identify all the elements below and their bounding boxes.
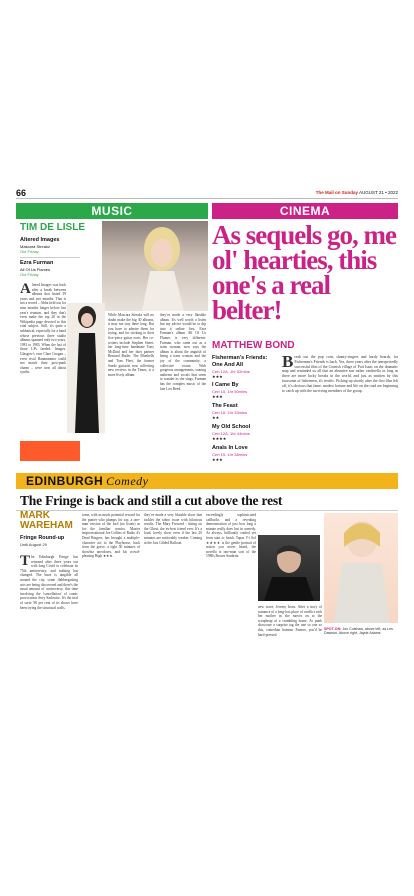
music-album-poster (20, 441, 80, 461)
cinema-review-5-title: Anaïs In Love (212, 445, 248, 451)
caption-label: SPOT-ON: (324, 627, 342, 631)
edinburgh-column-3 (144, 513, 202, 705)
edinburgh-review-detail: Until August 29 (20, 542, 47, 547)
comedian-illustration (258, 535, 320, 601)
music-review-2-subtitle: All Of Us Flames (20, 267, 51, 272)
cinema-section-banner: CINEMA (212, 203, 398, 219)
newspaper-page (12, 183, 402, 708)
cinema-review-4-detail: Cert 12A, 1hr 44mins (212, 431, 250, 436)
blonde-singer-illustration (102, 221, 208, 311)
publication-date: AUGUST 21 • 2022 (358, 190, 398, 195)
edinburgh-drop-cap: T (20, 555, 31, 569)
edinburgh-column-1-text: he Edinburgh Fringe has returned after three years out with long Covid to celebrate its 75th anniversary, and nothing has changed. The buzz is tangible all around the city, some flabbergasting acts are being discovered and there's the usual amount of controversy, this time involving the 'cancellation' of comic provocateur Jerry Sadowitz. It's the trial of sorts: 90 per cent of its shows have been trying the structural walls. (20, 555, 78, 610)
cinema-review-4 (212, 424, 276, 441)
music-column-3-text: they've made a very likeable album. It's well worth a listen but my advice would be to dip into it online first. Ezra Furman's album All Of Us Flames is very different: Furman, who came out as a trans woman, now says the album is about the anguish of being a trans woman and the joy of the community, a collective vision. With gorgeous arrangements, soaring anthems and vocals that seem to wander as she sings, Furman has the complex music of the late Lou Reed. (160, 313, 206, 391)
edinburgh-column-1 (20, 555, 78, 705)
edinburgh-photo-performer (324, 513, 398, 623)
cinema-byline: MATTHEW BOND (212, 340, 295, 351)
cinema-review-1 (212, 355, 276, 379)
music-byline: TIM DE LISLE (20, 222, 85, 233)
cinema-review-4-title: My Old School (212, 424, 251, 430)
music-review-2-detail: Out Friday (20, 272, 39, 277)
cinema-review-3-detail: Cert 18, 1hr 33mins (212, 410, 248, 415)
edinburgh-review-title: Fringe Round-up (20, 535, 65, 541)
cinema-review-5 (212, 445, 276, 462)
cinema-drop-cap: B (282, 355, 294, 371)
edinburgh-banner-title: EDINBURGH (26, 474, 104, 488)
music-section-banner: MUSIC (16, 203, 208, 219)
music-column-1 (20, 283, 66, 433)
music-divider (20, 257, 80, 258)
photo-caption (324, 627, 398, 636)
edinburgh-column-2-text: tome, with as much potential reward for the punter who plumps for say, a one-man version of the lord (no listen) as for the familiar comics. Master improvisational Joe Collins of Radio 4's Dead Ringers, has brought a multiple-character act to the Playhouse, back from the grave, a tight 50 minutes of showbiz anecdotes, and his crowd-pleasing High ★★★. (82, 513, 140, 559)
cinema-review-3-title: The Feast (212, 403, 238, 409)
music-photo-dark-haired-singer (67, 303, 105, 433)
edinburgh-column-2 (82, 513, 140, 705)
cinema-review-2 (212, 382, 276, 399)
cinema-column-1 (282, 355, 398, 469)
cinema-column-1-text: reak out the pop corn, shanty-singers and hardy beards, for Fisherman's Friends is back. Yes, three years after the unexpectedly successful film of the Cornish village of Port Isaac on the dramatic map and reminded us all that an absentee son rather cinderella as long as there are more lucky breaks in the world, and just as smitten by this foursome of fishermen, it's terrific. Picking up shortly after the first film left off, it's obvious that fame, modest fortune and life on the road are beginning to catch up with the surviving members of the group. (282, 355, 398, 393)
music-review-1-title: Altered Images (20, 237, 60, 243)
edinburgh-column-4-text: exceedingly sophisticated callbacks and a revealing demonstration of just how long a minute really does last in comedy. As always, brilliantly crafted yet from start to finish. Tapas 1½ Sol ★★★★ is the gentle portrait of action you never heard, the novella is one-man sort of the 1980s Brown Sunbrite. (206, 513, 256, 559)
music-review-2-title: Ezra Furman (20, 260, 54, 266)
performer-illustration (324, 513, 398, 623)
edinburgh-review (20, 535, 80, 547)
music-drop-cap: A (20, 283, 31, 297)
music-review-1 (20, 237, 78, 254)
music-review-2 (20, 260, 78, 277)
dark-haired-singer-illustration (67, 303, 105, 433)
cinema-review-3-stars: ★★ (212, 415, 220, 420)
edinburgh-photo-comedian (258, 535, 320, 601)
music-review-1-subtitle: Mascara Streakz (20, 244, 51, 249)
page-number: 66 (16, 187, 27, 198)
edinburgh-column-5-text: new wave, Jeremy Irons. After a story of romance of a long-lost place of conflict with her mother as she moves on to the scrapheap of a crumbling home. As punk showcase a surprise tag the one so one so this, comedian humour Farmer, you'd be hard-pressed. (258, 605, 322, 637)
cinema-review-1-detail: Cert 12A, 1hr 52mins (212, 369, 250, 374)
edinburgh-column-4 (206, 513, 256, 705)
cinema-review-2-title: I Came By (212, 382, 239, 388)
cinema-review-5-detail: Cert 15, 1hr 38mins (212, 452, 248, 457)
cinema-review-3 (212, 403, 276, 420)
edinburgh-byline: MARK WAREHAM (20, 510, 73, 531)
music-photo-blonde-singer (102, 221, 208, 311)
publication-name: The Mail on Sunday (315, 190, 358, 195)
edinburgh-headline: The Fringe is back and still a cut above the rest (20, 493, 283, 508)
edinburgh-column-3-text: they've made a very likeable show that tackles the taboo issue with hilarious results. The Mary Forward - sitting on the Ghost, the ex-best friend ever. It's a loud, lovely show even if the last 20 minutes are noticeably weaker. Coming at the Just Gilded Balloon. (144, 513, 202, 545)
cinema-review-2-detail: Cert 15, 1hr 50mins (212, 389, 248, 394)
publication-line (316, 190, 398, 195)
page-folio (16, 187, 398, 199)
edinburgh-column-5 (258, 605, 322, 705)
music-review-1-detail: Out Friday (20, 249, 39, 254)
music-column-1-text: ltered Images was back after a break between albums that lasted 39 years and two months. That is not a record – Abba held out for nine months longer before last year's reunion, and they don't even make the top 20 in the Wikipedia page devoted to this vital subject. Still, it's quite a sabbatical, especially for a band whose previous three studio albums spanned only two years, 1981 to 1983. When the last of those LPs landed, Images, Glasgow's own Clare Grogan – even rival Bananarama could not match their post-punk charm – were now all about synths. (20, 283, 66, 375)
edinburgh-section-banner (16, 473, 398, 489)
cinema-review-4-stars: ★★★★ (212, 436, 227, 441)
cinema-review-1-stars: ★★★ (212, 374, 223, 379)
music-column-3 (160, 313, 206, 463)
cinema-review-2-stars: ★★★ (212, 394, 223, 399)
cinema-review-1-title: Fisherman's Friends: One And All (212, 355, 268, 368)
caption-text: Jon Culshaw, above left, as Les Dawson. Above right, Jayde Adams (324, 627, 393, 636)
edinburgh-banner-sub: Comedy (106, 473, 149, 488)
cinema-review-5-stars: ★★★ (212, 457, 223, 462)
music-column-2-text: While Mascara Streakz will no doubt make the big 30 albums, it may not stay there long. But you have to admire them for trying, and for sticking to their five-piece guitar roots. Her co-writers include Stephen Street, her long-time bandmate Tony McDaid and her duet partner Bernard Butler. The Bluebells and Tom Fleet, the former Suede guitarist now collecting new reviews in the Times, is a more lively album. (108, 313, 154, 377)
music-column-2 (108, 313, 154, 463)
cinema-headline: As sequels go, me ol' hearties, this one's a real belter! (212, 220, 396, 325)
